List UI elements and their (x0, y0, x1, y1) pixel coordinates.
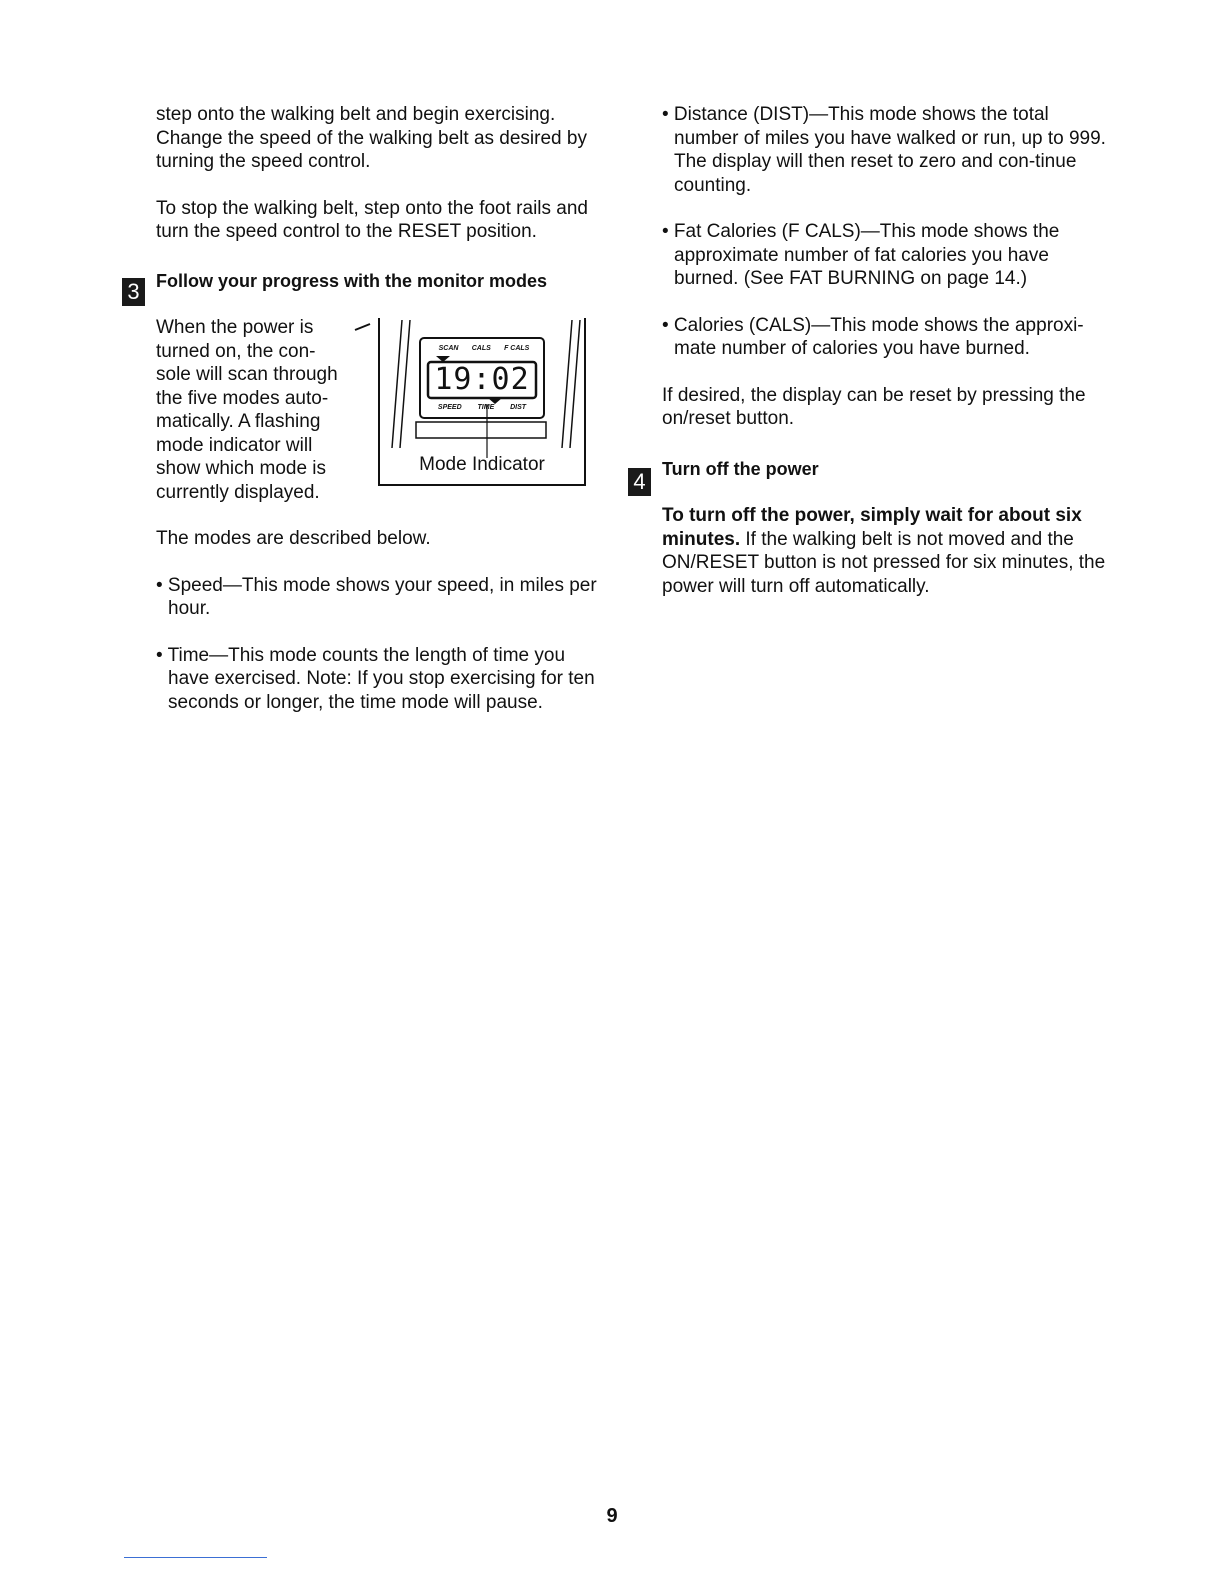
intro-line: When the power is (156, 317, 314, 338)
intro-line: turned on, the con- (156, 340, 316, 362)
lcd-readout: 19:02 (434, 362, 530, 397)
bottom-rule (124, 1557, 267, 1558)
bullet-fat-calories: • Fat Calories (F CALS)—This mode shows the approximate number of fat calories you have burned. (See FAT BURNING on page 14.) (662, 221, 1060, 289)
label-scan: SCAN (438, 345, 459, 352)
intro-line: mode indicator will (156, 434, 313, 456)
step-4-heading: Turn off the power (662, 459, 819, 479)
bullet-distance: • Distance (DIST)—This mode shows the total number of miles you have walked or run, up to 999. The display will then reset to zero and con-tinue counting. (662, 104, 1106, 196)
page-number: 9 (606, 1505, 618, 1527)
intro-line: the five modes auto- (156, 387, 329, 409)
label-time: TIME (477, 404, 495, 411)
label-cals: CALS (471, 345, 491, 352)
mode-labels-top (432, 345, 536, 352)
left-column (156, 103, 606, 244)
intro-line: currently displayed. (156, 481, 320, 503)
dash-mark (354, 322, 372, 332)
step-3-heading: Follow your progress with the monitor modes (156, 271, 548, 291)
paragraph-continue: step onto the walking belt and begin exercising. Change the speed of the walking belt as desired by turning the speed control. (156, 104, 587, 172)
power-off-section (662, 504, 1112, 598)
power-off-rest: If the walking belt is not moved and the ON/RESET button is not pressed for six minutes, the power will turn off automatically. (662, 528, 1106, 597)
power-off-bold: To turn off the power, simply wait for about six minutes. (662, 505, 1082, 550)
bullet-calories: • Calories (CALS)—This mode shows the approxi-mate number of calories you have burned. (662, 314, 1084, 359)
label-speed: SPEED (437, 404, 462, 411)
paragraph-stop-belt: To stop the walking belt, step onto the foot rails and turn the speed control to the RESET position. (156, 197, 588, 242)
mode-labels-bottom (430, 404, 534, 411)
label-fcals: F CALS (504, 345, 530, 352)
step-4-badge: 4 (628, 468, 651, 496)
figure-caption: Mode Indicator (419, 454, 545, 475)
intro-line: show which mode is (156, 458, 327, 479)
right-column (662, 103, 1112, 431)
intro-text (156, 316, 371, 504)
bullet-speed: • Speed—This mode shows your speed, in miles per hour. (156, 574, 597, 619)
modes-section (156, 527, 606, 714)
bullet-time: • Time—This mode counts the length of time you have exercised. Note: If you stop exercising for ten seconds or longer, the time mode will pause. (156, 644, 595, 713)
reset-note: If desired, the display can be reset by pressing the on/reset button. (662, 384, 1086, 429)
step-3-badge: 3 (122, 278, 145, 306)
intro-line: sole will scan through (156, 364, 338, 385)
label-dist: DIST (510, 404, 527, 411)
modes-intro: The modes are described below. (156, 528, 431, 549)
power-off-paragraph (662, 504, 1112, 598)
console-figure (378, 318, 586, 486)
intro-line: matically. A flashing (156, 411, 321, 432)
